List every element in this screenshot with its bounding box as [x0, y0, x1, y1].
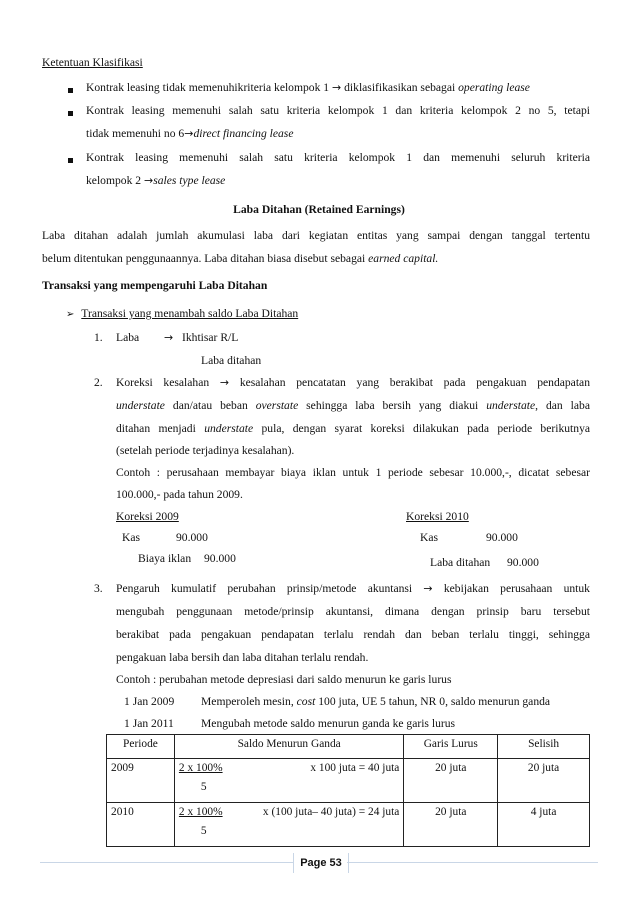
table-header-cell: Saldo Menurun Ganda [174, 735, 403, 759]
fraction-numerator: 2 x 100% [178, 806, 223, 818]
arrowhead-bullet-icon: ➢ [66, 309, 75, 320]
item-3-line3: berakibat pada pengakuan pendapatan terlalu rendah dan beban terlalu tinggi, sehingga [116, 628, 590, 641]
right-arrow-icon: → [164, 331, 174, 344]
koreksi-2009-biaya-value: 90.000 [204, 552, 236, 565]
table-cell-saldo [174, 759, 403, 803]
bullet-item-2-line2 [86, 127, 293, 140]
koreksi-2010-laba-value: 90.000 [507, 556, 539, 569]
sub-heading-row [66, 307, 298, 320]
right-arrow-icon: → [332, 81, 342, 94]
right-arrow-icon: → [219, 376, 230, 389]
item-2-num: 2. [94, 376, 103, 389]
item-1-num: 1. [94, 331, 103, 344]
page-number: Page 53 [293, 853, 349, 873]
bullet-1-italic: operating lease [458, 81, 530, 94]
item-1-label: Laba [116, 331, 140, 344]
item-2-text: ditahan menjadi [116, 422, 196, 435]
koreksi-2009-kas: Kas [122, 531, 141, 544]
table-header-cell: Garis Lurus [404, 735, 498, 759]
bullet-item-3-line1: Kontrak leasing memenuhi salah satu kriteria kelompok 1 dan memenuhi seluruh kriteria [86, 151, 590, 164]
bullet-item-3-line2 [86, 174, 225, 187]
date-1-italic: cost [296, 695, 316, 708]
koreksi-2009-kas-value: 90.000 [176, 531, 208, 544]
table-cell-saldo [174, 803, 403, 847]
table-header-cell: Periode [107, 735, 175, 759]
date-1-text: 100 juta, UE 5 tahun, NR 0, saldo menurun ganda [318, 695, 551, 708]
item-3-text: kebijakan perusahaan untuk [443, 582, 590, 595]
intro-text: belum ditentukan penggunaannya. Laba ditahan biasa disebut sebagai [42, 252, 366, 265]
table-row [107, 759, 590, 803]
bullet-2-italic: direct financing lease [193, 127, 294, 140]
koreksi-2010-kas-value: 90.000 [486, 531, 518, 544]
fraction-denominator: 5 [200, 781, 207, 793]
table-cell-selisih: 20 juta [498, 759, 590, 803]
bullet-square-icon [68, 88, 73, 93]
item-2-line3 [116, 422, 590, 435]
calc-text: x 100 juta = 40 juta [310, 762, 400, 774]
koreksi-2009-biaya: Biaya iklan [138, 552, 192, 565]
item-3-line2: mengubah penggunaan metode/prinsip akuntansi, dimana dengan prinsip baru tersebut [116, 605, 590, 618]
date-2: 1 Jan 2011 [124, 717, 174, 730]
bullet-square-icon [68, 158, 73, 163]
table-cell-garis-lurus: 20 juta [404, 759, 498, 803]
bullet-1-text: Kontrak leasing tidak memenuhikriteria kelompok 1 [86, 81, 330, 94]
right-arrow-icon: → [143, 174, 154, 187]
intro-italic: earned capital. [368, 252, 439, 265]
calc-text: x (100 juta– 40 juta) = 24 juta [262, 806, 400, 818]
table-header-row [107, 735, 590, 759]
item-2-text: Koreksi kesalahan [116, 376, 210, 389]
item-1-line2: Laba ditahan [201, 354, 262, 367]
item-3-text: Pengaruh kumulatif perubahan prinsip/metode akuntansi [116, 582, 413, 595]
item-2-text: pula, dengan syarat koreksi dilakukan pada periode berikutnya [261, 422, 591, 435]
item-2-line6: 100.000,- pada tahun 2009. [116, 488, 243, 501]
bullet-3-italic: sales type lease [153, 174, 226, 187]
right-arrow-icon: → [423, 582, 433, 595]
footer-divider [347, 862, 598, 863]
depreciation-table [106, 734, 590, 847]
intro-line-2 [42, 252, 438, 265]
item-2-text: dan/atau beban [172, 399, 248, 412]
transaksi-heading: Transaksi yang mempengaruhi Laba Ditahan [42, 279, 268, 292]
fraction-denominator: 5 [200, 825, 207, 837]
right-arrow-icon: → [184, 127, 194, 140]
item-2-line1 [116, 376, 590, 389]
table-cell-selisih: 4 juta [498, 803, 590, 847]
bullet-1-text-post: diklasifikasikan sebagai [344, 81, 456, 94]
bullet-3-text: kelompok 2 [86, 174, 142, 187]
item-3-num: 3. [94, 582, 103, 595]
item-3-line1 [116, 582, 590, 595]
item-3-line5: Contoh : perubahan metode depresiasi dari saldo menurun ke garis lurus [116, 673, 452, 686]
table-row [107, 803, 590, 847]
bullet-square-icon [68, 111, 73, 116]
item-1-target: Ikhtisar R/L [182, 331, 239, 344]
table-cell-garis-lurus: 20 juta [404, 803, 498, 847]
date-1-text: Memperoleh mesin, [201, 695, 294, 708]
item-2-italic: understate [116, 399, 165, 412]
bullet-item-1 [86, 81, 530, 94]
item-2-italic: understate [486, 399, 536, 412]
footer-divider [40, 862, 293, 863]
item-2-italic: overstate [255, 399, 299, 412]
item-2-line2 [116, 399, 590, 412]
item-2-text: , dan laba [535, 399, 590, 412]
table-header-cell: Selisih [498, 735, 590, 759]
bullet-item-2-line1: Kontrak leasing memenuhi salah satu kriteria kelompok 1 dan kriteria kelompok 2 no 5, tetapi [86, 104, 590, 117]
table-cell-periode: 2010 [107, 803, 175, 847]
date-1-desc [201, 695, 550, 708]
bullet-2-text: tidak memenuhi no 6 [86, 127, 185, 140]
date-2-desc: Mengubah metode saldo menurun ganda ke garis lurus [201, 717, 456, 730]
intro-line-1: Laba ditahan adalah jumlah akumulasi laba dari kegiatan entitas yang sampai dengan tanggal tertentu [42, 229, 590, 242]
heading-klasifikasi: Ketentuan Klasifikasi [42, 56, 143, 69]
section-title: Laba Ditahan (Retained Earnings) [233, 203, 405, 216]
date-1: 1 Jan 2009 [124, 695, 175, 708]
koreksi-2010-laba: Laba ditahan [430, 556, 491, 569]
table-cell-periode: 2009 [107, 759, 175, 803]
koreksi-2009-heading: Koreksi 2009 [116, 510, 179, 523]
sub-heading: Transaksi yang menambah saldo Laba Ditahan [81, 307, 299, 320]
item-2-italic: understate [204, 422, 254, 435]
fraction-numerator: 2 x 100% [178, 762, 223, 774]
koreksi-2010-heading: Koreksi 2010 [406, 510, 469, 523]
item-3-line4: pengakuan laba bersih dan laba ditahan terlalu rendah. [116, 651, 369, 664]
item-2-text: kesalahan pencatatan yang berakibat pada pengakuan pendapatan [239, 376, 590, 389]
item-2-line5: Contoh : perusahaan membayar biaya iklan untuk 1 periode sebesar 10.000,-, dicatat sebesar [116, 466, 590, 479]
item-2-text: sehingga laba bersih yang diakui [306, 399, 479, 412]
koreksi-2010-kas: Kas [420, 531, 439, 544]
item-2-line4: (setelah periode terjadinya kesalahan). [116, 444, 295, 457]
